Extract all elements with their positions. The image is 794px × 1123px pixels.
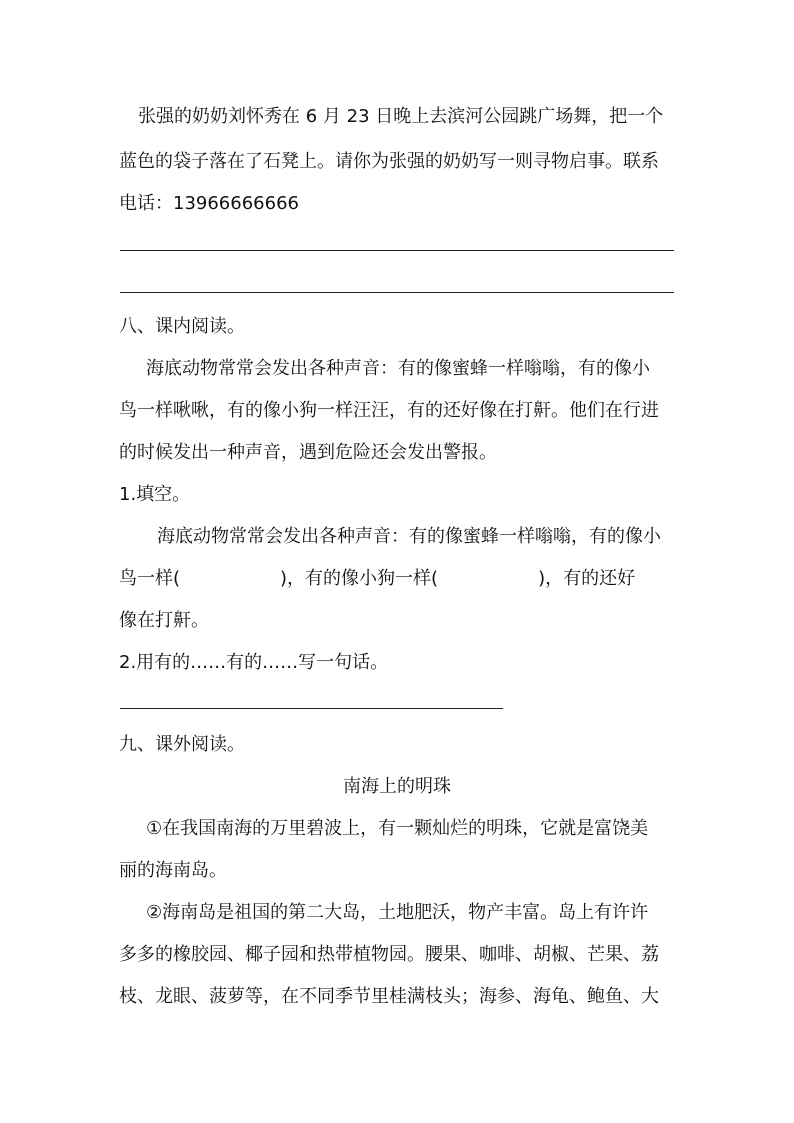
q1-line-2-text-a: 鸟一样( (119, 568, 181, 589)
q2-answer-line[interactable] (120, 708, 503, 709)
q2-label: 2.用有的……有的……写一句话。 (119, 652, 389, 673)
article-p1-line-1: ①在我国南海的万里碧波上，有一颗灿烂的明珠，它就是富饶美 (146, 818, 649, 839)
q1-line-2-text-c: )，有的还好 (538, 568, 636, 589)
section9-heading: 九、课外阅读。 (119, 734, 245, 755)
q1-line-2-text-b: )，有的像小狗一样( (280, 568, 439, 589)
section8-passage-line-3: 的时候发出一种声音，遇到危险还会发出警报。 (119, 442, 497, 463)
article-title: 南海上的明珠 (343, 776, 451, 797)
q1-line-1: 海底动物常常会发出各种声音：有的像蜜蜂一样嗡嗡，有的像小 (157, 526, 661, 547)
task7-line-1: 张强的奶奶刘怀秀在 6 月 23 日晚上去滨河公园跳广场舞，把一个 (138, 106, 664, 127)
article-p2-line-3: 枝、龙眼、菠萝等，在不同季节里桂满枝头；海参、海龟、鲍鱼、大 (119, 986, 659, 1007)
task7-line-2: 蓝色的袋子落在了石凳上。请你为张强的奶奶写一则寻物启事。联系 (119, 151, 659, 172)
section8-passage-line-2: 鸟一样啾啾，有的像小狗一样汪汪，有的还好像在打鼾。他们在行进 (119, 400, 659, 421)
article-p2-line-1: ②海南岛是祖国的第二大岛，土地肥沃，物产丰富。岛上有许许 (146, 902, 649, 923)
q1-label: 1.填空。 (119, 484, 191, 505)
article-p2-line-2: 多多的橡胶园、椰子园和热带植物园。腰果、咖啡、胡椒、芒果、荔 (119, 944, 659, 965)
q1-line-2 (119, 566, 679, 592)
section8-heading: 八、课内阅读。 (119, 316, 245, 337)
answer-line-1[interactable] (120, 250, 674, 251)
section8-passage-line-1: 海底动物常常会发出各种声音：有的像蜜蜂一样嗡嗡，有的像小 (146, 358, 650, 379)
task7-line-3: 电话：13966666666 (119, 193, 299, 214)
article-p1-line-2: 丽的海南岛。 (119, 860, 227, 881)
answer-line-2[interactable] (120, 292, 674, 293)
q1-line-3: 像在打鼾。 (119, 610, 209, 631)
